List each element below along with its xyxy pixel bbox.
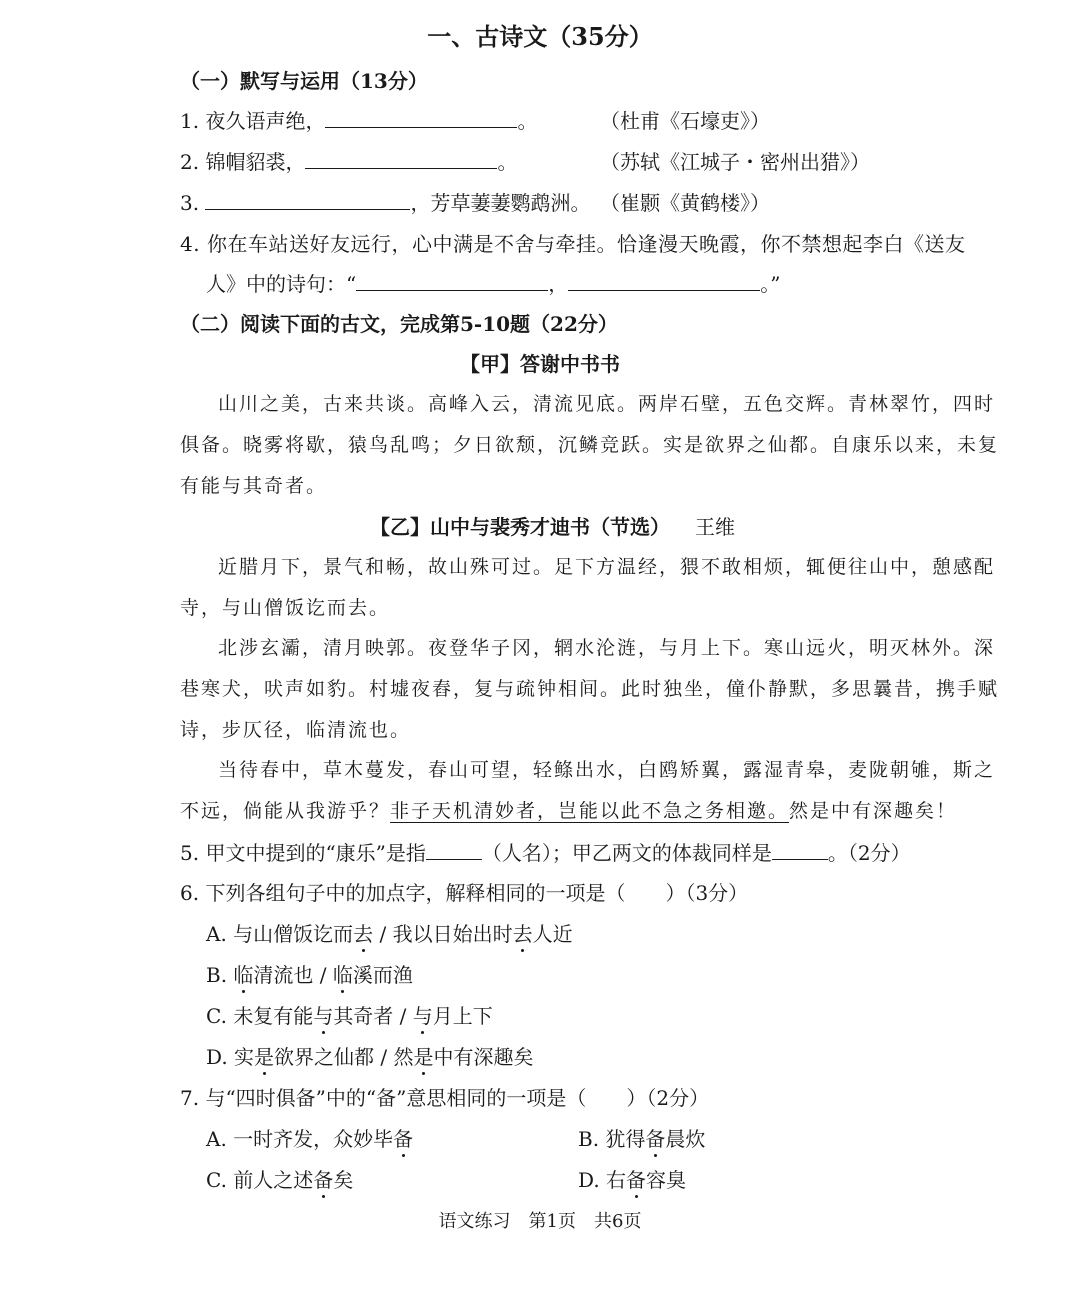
q6-c-label: C. (206, 1004, 227, 1028)
q1-source: （杜甫《石壕吏》） (600, 109, 770, 133)
q3-number: 3. (180, 191, 200, 215)
q7-d-text-1: 右 (606, 1168, 627, 1192)
q7-d-dotted: 备 (626, 1164, 646, 1193)
q6-a-text-1: 与山僧饭讫而 (233, 922, 354, 946)
q6-c-dotted-2: 与 (413, 1000, 433, 1029)
q4-text-line1: 你在车站送好友远行，心中满是不舍与牵挂。恰逢漫天晚霞，你不禁想起李白《送友 (206, 232, 966, 256)
question-2 (180, 146, 517, 175)
q6-d-dotted-2: 是 (414, 1041, 434, 1070)
question-1 (180, 105, 537, 134)
passage-yi-title: 【乙】山中与裴秀才迪书（节选） (370, 515, 670, 539)
q6-c-text-2: 其奇者 / (333, 1004, 413, 1028)
q7-b-label: B. (578, 1127, 600, 1151)
q6-option-d[interactable] (206, 1041, 534, 1070)
q4-blank-1[interactable] (356, 274, 548, 291)
yi-p1-line-2: 寺，与山僧饭讫而去。 (180, 597, 391, 619)
q7-b-dotted: 备 (645, 1123, 665, 1152)
q1-text-post: 。 (517, 109, 538, 133)
q7-option-c[interactable] (206, 1164, 353, 1193)
q1-number: 1. (180, 109, 200, 133)
q7-d-text-2: 容臭 (646, 1168, 687, 1192)
q6-b-text-1: 清流也 / (253, 963, 333, 987)
passage-yi-author: 王维 (695, 515, 735, 539)
q6-d-text-1: 实 (234, 1045, 255, 1069)
q1-blank[interactable] (325, 111, 517, 128)
part2-heading: （二）阅读下面的古文，完成第5-10题（22分） (180, 312, 618, 336)
q6-b-text-2: 溪而渔 (352, 963, 413, 987)
jia-line-1: 山川之美，古来共谈。高峰入云，清流见底。两岸石壁，五色交辉。青林翠竹，四时 (218, 393, 996, 415)
q6-number: 6. (180, 881, 200, 905)
q6-b-dotted-2: 临 (333, 959, 353, 988)
q4-number: 4. (180, 232, 201, 256)
q7-b-text-1: 犹得 (605, 1127, 646, 1151)
q6-a-dotted-2: 去 (513, 918, 533, 947)
q7-a-dotted: 备 (393, 1123, 413, 1152)
yi-p3-text-pre: 不远，倘能从我游乎？ (180, 800, 391, 822)
question-5 (180, 837, 911, 866)
q7-stem: 与“四时俱备”中的“备”意思相同的一项是（ ）（2分） (205, 1086, 710, 1110)
q3-source: （崔颢《黄鹤楼》） (600, 191, 770, 215)
q6-c-text-3: 月上下 (432, 1004, 493, 1028)
q7-c-text-2: 矣 (333, 1168, 354, 1192)
q6-c-dotted-1: 与 (313, 1000, 333, 1029)
q5-blank-1[interactable] (426, 843, 482, 860)
q6-a-label: A. (206, 922, 227, 946)
jia-line-2: 俱备。晓雾将歇，猿鸟乱鸣；夕日欲颓，沉鳞竞跃。实是欲界之仙都。自康乐以来，未复 (180, 434, 1000, 456)
question-6 (180, 877, 748, 906)
q6-d-label: D. (206, 1045, 228, 1069)
q5-number: 5. (180, 841, 200, 865)
yi-p1-line-1: 近腊月下，景气和畅，故山殊可过。足下方温经，猥不敢相烦，辄便往山中，憩感配 (218, 556, 996, 578)
q7-a-text-1: 一时齐发，众妙毕 (233, 1127, 394, 1151)
q2-text-post: 。 (497, 150, 518, 174)
q4-text-mid: ， (548, 272, 569, 296)
q7-a-label: A. (206, 1127, 227, 1151)
question-3 (180, 187, 590, 216)
yi-p3-line-2 (180, 796, 957, 823)
q3-text-post: ，芳草萋萋鹦鹉洲。 (410, 191, 591, 215)
q4-text-pre: 人》中的诗句：“ (206, 272, 357, 296)
yi-p2-line-1: 北涉玄灞，清月映郭。夜登华子冈，辋水沦涟，与月上下。寒山远火，明灭林外。深 (218, 637, 996, 659)
q6-a-text-3: 人近 (532, 922, 573, 946)
question-4-line1 (180, 228, 965, 257)
page-footer: 语文练习 第1页 共6页 (438, 1211, 642, 1232)
yi-p2-line-2: 巷寒犬，吠声如豹。村墟夜舂，复与疏钟相间。此时独坐，僮仆静默，多思曩昔，携手赋 (180, 678, 1000, 700)
q7-number: 7. (180, 1086, 200, 1110)
q4-blank-2[interactable] (568, 274, 760, 291)
q2-text-pre: 锦帽貂裘， (205, 150, 306, 174)
q7-c-label: C. (206, 1168, 227, 1192)
q6-d-dotted-1: 是 (254, 1041, 274, 1070)
q6-option-c[interactable] (206, 1000, 493, 1029)
q5-blank-2[interactable] (772, 843, 828, 860)
q6-option-b[interactable] (206, 959, 413, 988)
section-title: 一、古诗文（35分） (427, 22, 653, 51)
q6-b-dotted-1: 临 (233, 959, 253, 988)
question-4-line2 (206, 268, 780, 297)
q6-option-a[interactable] (206, 918, 573, 947)
q6-stem: 下列各组句子中的加点字，解释相同的一项是（ ）（3分） (205, 881, 749, 905)
yi-p3-text-post: 然是中有深趣矣！ (789, 800, 958, 822)
q5-text-1: 甲文中提到的“康乐”是指 (205, 841, 426, 865)
yi-p3-line-1: 当待春中，草木蔓发，春山可望，轻鲦出水，白鸥矫翼，露湿青皋，麦陇朝雊，斯之 (218, 759, 996, 781)
q5-text-2: （人名）；甲乙两文的体裁同样是 (481, 841, 772, 865)
q7-b-text-2: 晨炊 (665, 1127, 706, 1151)
passage-jia-title: 【甲】答谢中书书 (460, 352, 620, 376)
q7-c-dotted: 备 (313, 1164, 333, 1193)
q4-text-post: 。” (760, 272, 781, 296)
q7-option-a[interactable] (206, 1123, 413, 1152)
q6-a-dotted-1: 去 (353, 918, 373, 947)
q1-text-pre: 夜久语声绝， (205, 109, 326, 133)
q7-option-b[interactable] (578, 1123, 705, 1152)
q2-number: 2. (180, 150, 200, 174)
q3-blank[interactable] (205, 193, 410, 210)
yi-p2-line-3: 诗，步仄径，临清流也。 (180, 719, 412, 741)
part1-heading: （一）默写与运用（13分） (180, 69, 428, 93)
yi-p3-underlined-sentence: 非子天机清妙者，岂能以此不急之务相邀。 (390, 800, 790, 822)
question-7 (180, 1082, 709, 1111)
q6-b-label: B. (206, 963, 228, 987)
q7-c-text-1: 前人之述 (233, 1168, 314, 1192)
q7-option-d[interactable] (578, 1164, 686, 1193)
q6-a-text-2: / 我以日始出时 (373, 922, 513, 946)
jia-line-3: 有能与其奇者。 (180, 475, 328, 497)
q6-c-text-1: 未复有能 (233, 1004, 314, 1028)
q7-d-label: D. (578, 1168, 600, 1192)
q2-blank[interactable] (305, 152, 497, 169)
q2-source: （苏轼《江城子・密州出猎》） (600, 150, 870, 174)
q5-text-3: 。（2分） (827, 841, 911, 865)
q6-d-text-3: 中有深趣矣 (433, 1045, 534, 1069)
q6-d-text-2: 欲界之仙都 / 然 (274, 1045, 414, 1069)
